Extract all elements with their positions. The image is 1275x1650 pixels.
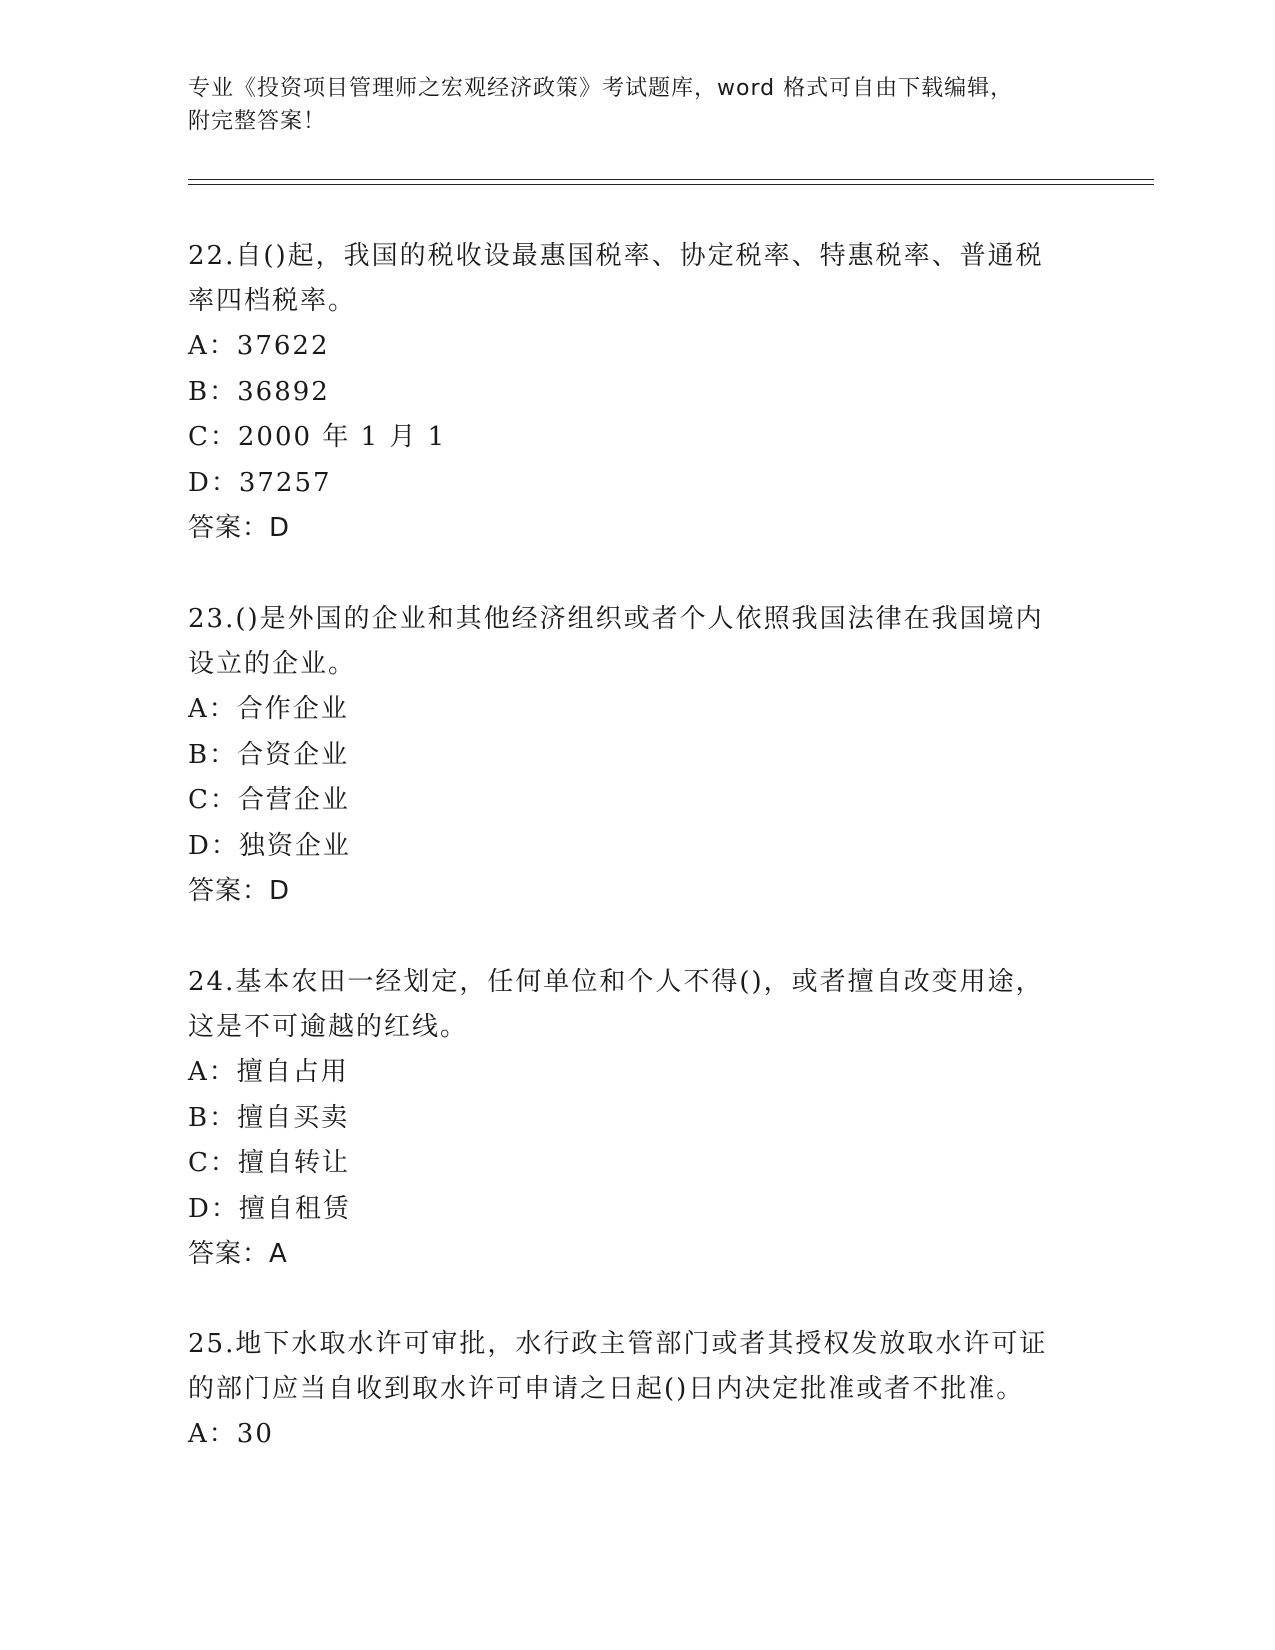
option-b: B：擅自买卖 — [188, 1102, 350, 1133]
answer: 答案：D — [188, 876, 291, 906]
option-c: C：2000 年 1 月 1 — [188, 422, 447, 452]
option-a: A：擅自占用 — [188, 1057, 349, 1087]
answer: 答案：A — [188, 1239, 288, 1269]
option-b: B：36892 — [188, 376, 330, 407]
question-text-line-1: 22.自()起，我国的税收设最惠国税率、协定税率、特惠税率、普通税 — [188, 241, 1044, 271]
question-text-line-2: 这是不可逾越的红线。 — [188, 1012, 469, 1042]
question-23 — [188, 597, 1088, 914]
answer: 答案：D — [188, 513, 291, 543]
header-divider-top — [188, 179, 1154, 180]
option-d: D：37257 — [188, 467, 332, 498]
question-text-line-1: 23.()是外国的企业和其他经济组织或者个人依照我国法律在我国境内 — [188, 604, 1044, 634]
option-c: C：擅自转让 — [188, 1148, 350, 1178]
question-25 — [188, 1322, 1088, 1458]
question-text-line-1: 25.地下水取水许可审批，水行政主管部门或者其授权发放取水许可证 — [188, 1329, 1048, 1359]
option-b: B：合资企业 — [188, 739, 350, 770]
header-line-2: 附完整答案！ — [188, 109, 327, 134]
option-d: D：擅自租赁 — [188, 1193, 351, 1224]
header-line-1: 专业《投资项目管理师之宏观经济政策》考试题库，word 格式可自由下载编辑， — [188, 76, 1014, 101]
header-divider-bottom — [188, 184, 1154, 185]
question-24 — [188, 960, 1088, 1277]
question-22 — [188, 234, 1088, 551]
question-text-line-2: 率四档税率。 — [188, 286, 357, 316]
option-a: A：30 — [188, 1419, 274, 1449]
question-text-line-1: 24.基本农田一经划定，任何单位和个人不得()，或者擅自改变用途， — [188, 967, 1044, 997]
question-text-line-2: 设立的企业。 — [188, 649, 357, 679]
option-d: D：独资企业 — [188, 830, 351, 861]
question-text-line-2: 的部门应当自收到取水许可申请之日起()日内决定批准或者不批准。 — [188, 1374, 1025, 1404]
document-header — [188, 72, 1088, 138]
option-a: A：合作企业 — [188, 694, 349, 724]
option-c: C：合营企业 — [188, 785, 350, 815]
option-a: A：37622 — [188, 331, 330, 361]
